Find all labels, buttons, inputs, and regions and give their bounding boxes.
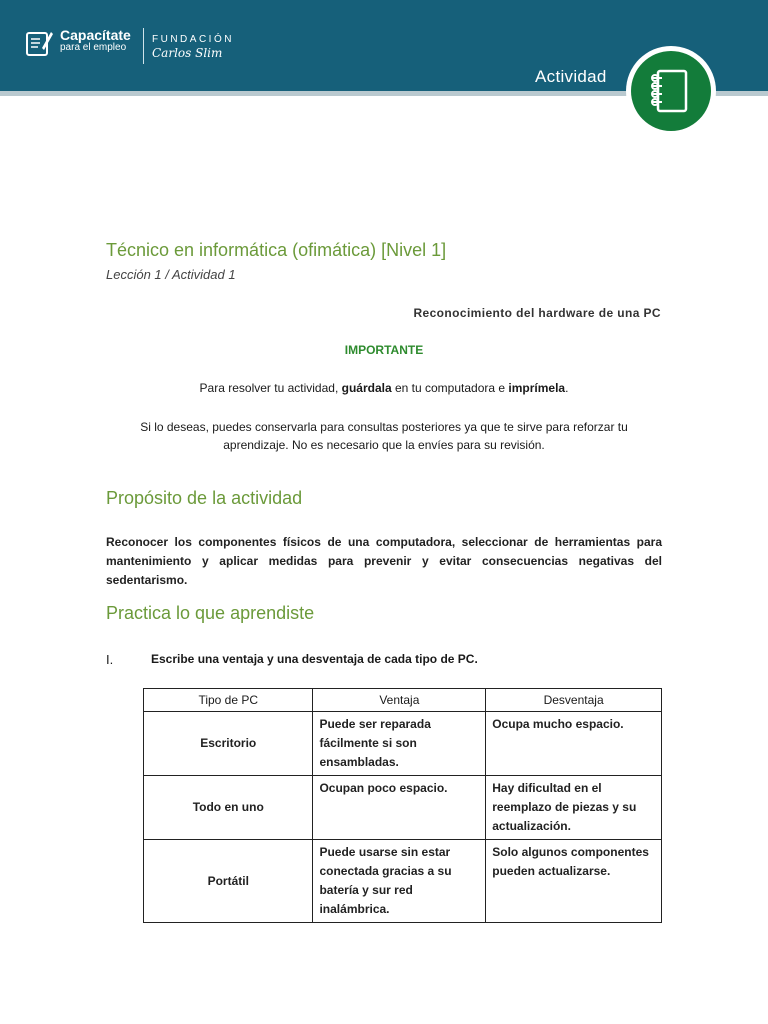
advantage-cell: Puede ser reparada fácilmente si son ensambladas.	[313, 712, 486, 776]
question-number: I.	[106, 652, 114, 667]
brand-tagline: para el empleo	[60, 42, 127, 53]
table-row	[144, 776, 662, 840]
lesson-label: Lección 1 / Actividad 1	[106, 267, 236, 282]
notebook-pen-icon	[24, 28, 54, 58]
column-header-type: Tipo de PC	[144, 689, 313, 712]
table-row	[144, 712, 662, 776]
pc-type-cell: Portátil	[144, 840, 313, 923]
save-emphasis: guárdala	[341, 381, 392, 395]
disadvantage-cell: Ocupa mucho espacio.	[486, 712, 662, 776]
advantage-cell: Ocupan poco espacio.	[313, 776, 486, 840]
column-header-disadvantage: Desventaja	[486, 689, 662, 712]
brand-logo	[24, 27, 234, 60]
disadvantage-cell: Hay dificultad en el reemplazo de piezas y su actualización.	[486, 776, 662, 840]
question-text: Escribe una ventaja y una desventaja de cada tipo de PC.	[151, 652, 478, 666]
activity-heading: Reconocimiento del hardware de una PC	[413, 306, 661, 320]
course-title: Técnico en informática (ofimática) [Nivel 1]	[106, 240, 447, 260]
column-header-advantage: Ventaja	[313, 689, 486, 712]
pc-type-cell: Escritorio	[144, 712, 313, 776]
section-label: Actividad	[535, 67, 607, 86]
retention-note: Si lo deseas, puedes conservarla para consultas posteriores ya que te sirve para reforzar tu aprendizaje. No es necesario que la envíes para su revisión.	[140, 420, 628, 452]
table-row	[144, 840, 662, 923]
pc-type-cell: Todo en uno	[144, 776, 313, 840]
practice-title: Practica lo que aprendiste	[106, 603, 315, 623]
purpose-title: Propósito de la actividad	[106, 488, 303, 508]
disadvantage-cell: Solo algunos componentes pueden actualizarse.	[486, 840, 662, 923]
spiral-notebook-icon	[631, 51, 711, 131]
foundation-label: FUNDACIÓN	[152, 34, 234, 45]
activity-badge	[626, 46, 716, 136]
advantage-cell: Puede usarse sin estar conectada gracias a su batería y sur red inalámbrica.	[313, 840, 486, 923]
pc-types-table	[143, 688, 662, 923]
instructions-note: Para resolver tu actividad, guárdala en tu computadora e imprímela.	[199, 381, 569, 395]
brand-name: Capacítate	[60, 27, 131, 43]
foundation-logo	[152, 34, 234, 60]
brand-separator	[143, 28, 144, 64]
foundation-name: Carlos Slim	[152, 46, 223, 60]
table-header-row	[144, 689, 662, 712]
print-emphasis: imprímela	[508, 381, 566, 395]
purpose-text: Reconocer los componentes físicos de una computadora, seleccionar de herramientas para mantenimiento y aplicar medidas para prevenir y evitar consecuencias negativas del sedentarismo.	[106, 535, 662, 587]
important-label: IMPORTANTE	[344, 343, 424, 357]
